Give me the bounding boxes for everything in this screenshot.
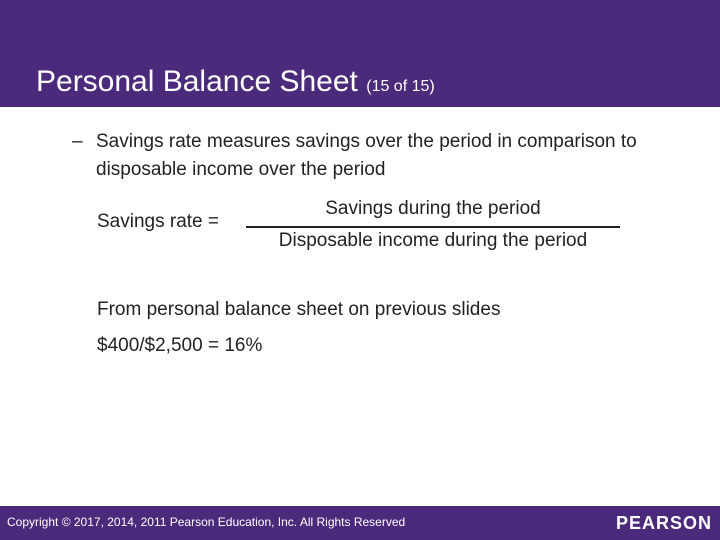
formula-numerator: Savings during the period (325, 198, 541, 219)
footer-bar (0, 506, 720, 540)
formula-label: Savings rate = (97, 211, 219, 232)
header-bar (0, 0, 720, 107)
slide-title-counter: (15 of 15) (366, 78, 435, 95)
formula-denominator: Disposable income during the period (278, 230, 588, 251)
slide-title-main: Personal Balance Sheet (36, 65, 358, 98)
bullet-text: Savings rate measures savings over the period in comparison to disposable income over the period (96, 131, 637, 180)
pearson-logo: PEARSON (615, 513, 712, 533)
bullet-dash: – (72, 131, 83, 152)
example-source-text: From personal balance sheet on previous slides (97, 299, 501, 320)
bullet-point (72, 128, 672, 184)
example-calculation: $400/$2,500 = 16% (97, 335, 263, 356)
copyright-text: Copyright © 2017, 2014, 2011 Pearson Education, Inc. All Rights Reserved (7, 515, 406, 529)
slide-title (36, 64, 435, 105)
fraction-bar (246, 226, 620, 228)
